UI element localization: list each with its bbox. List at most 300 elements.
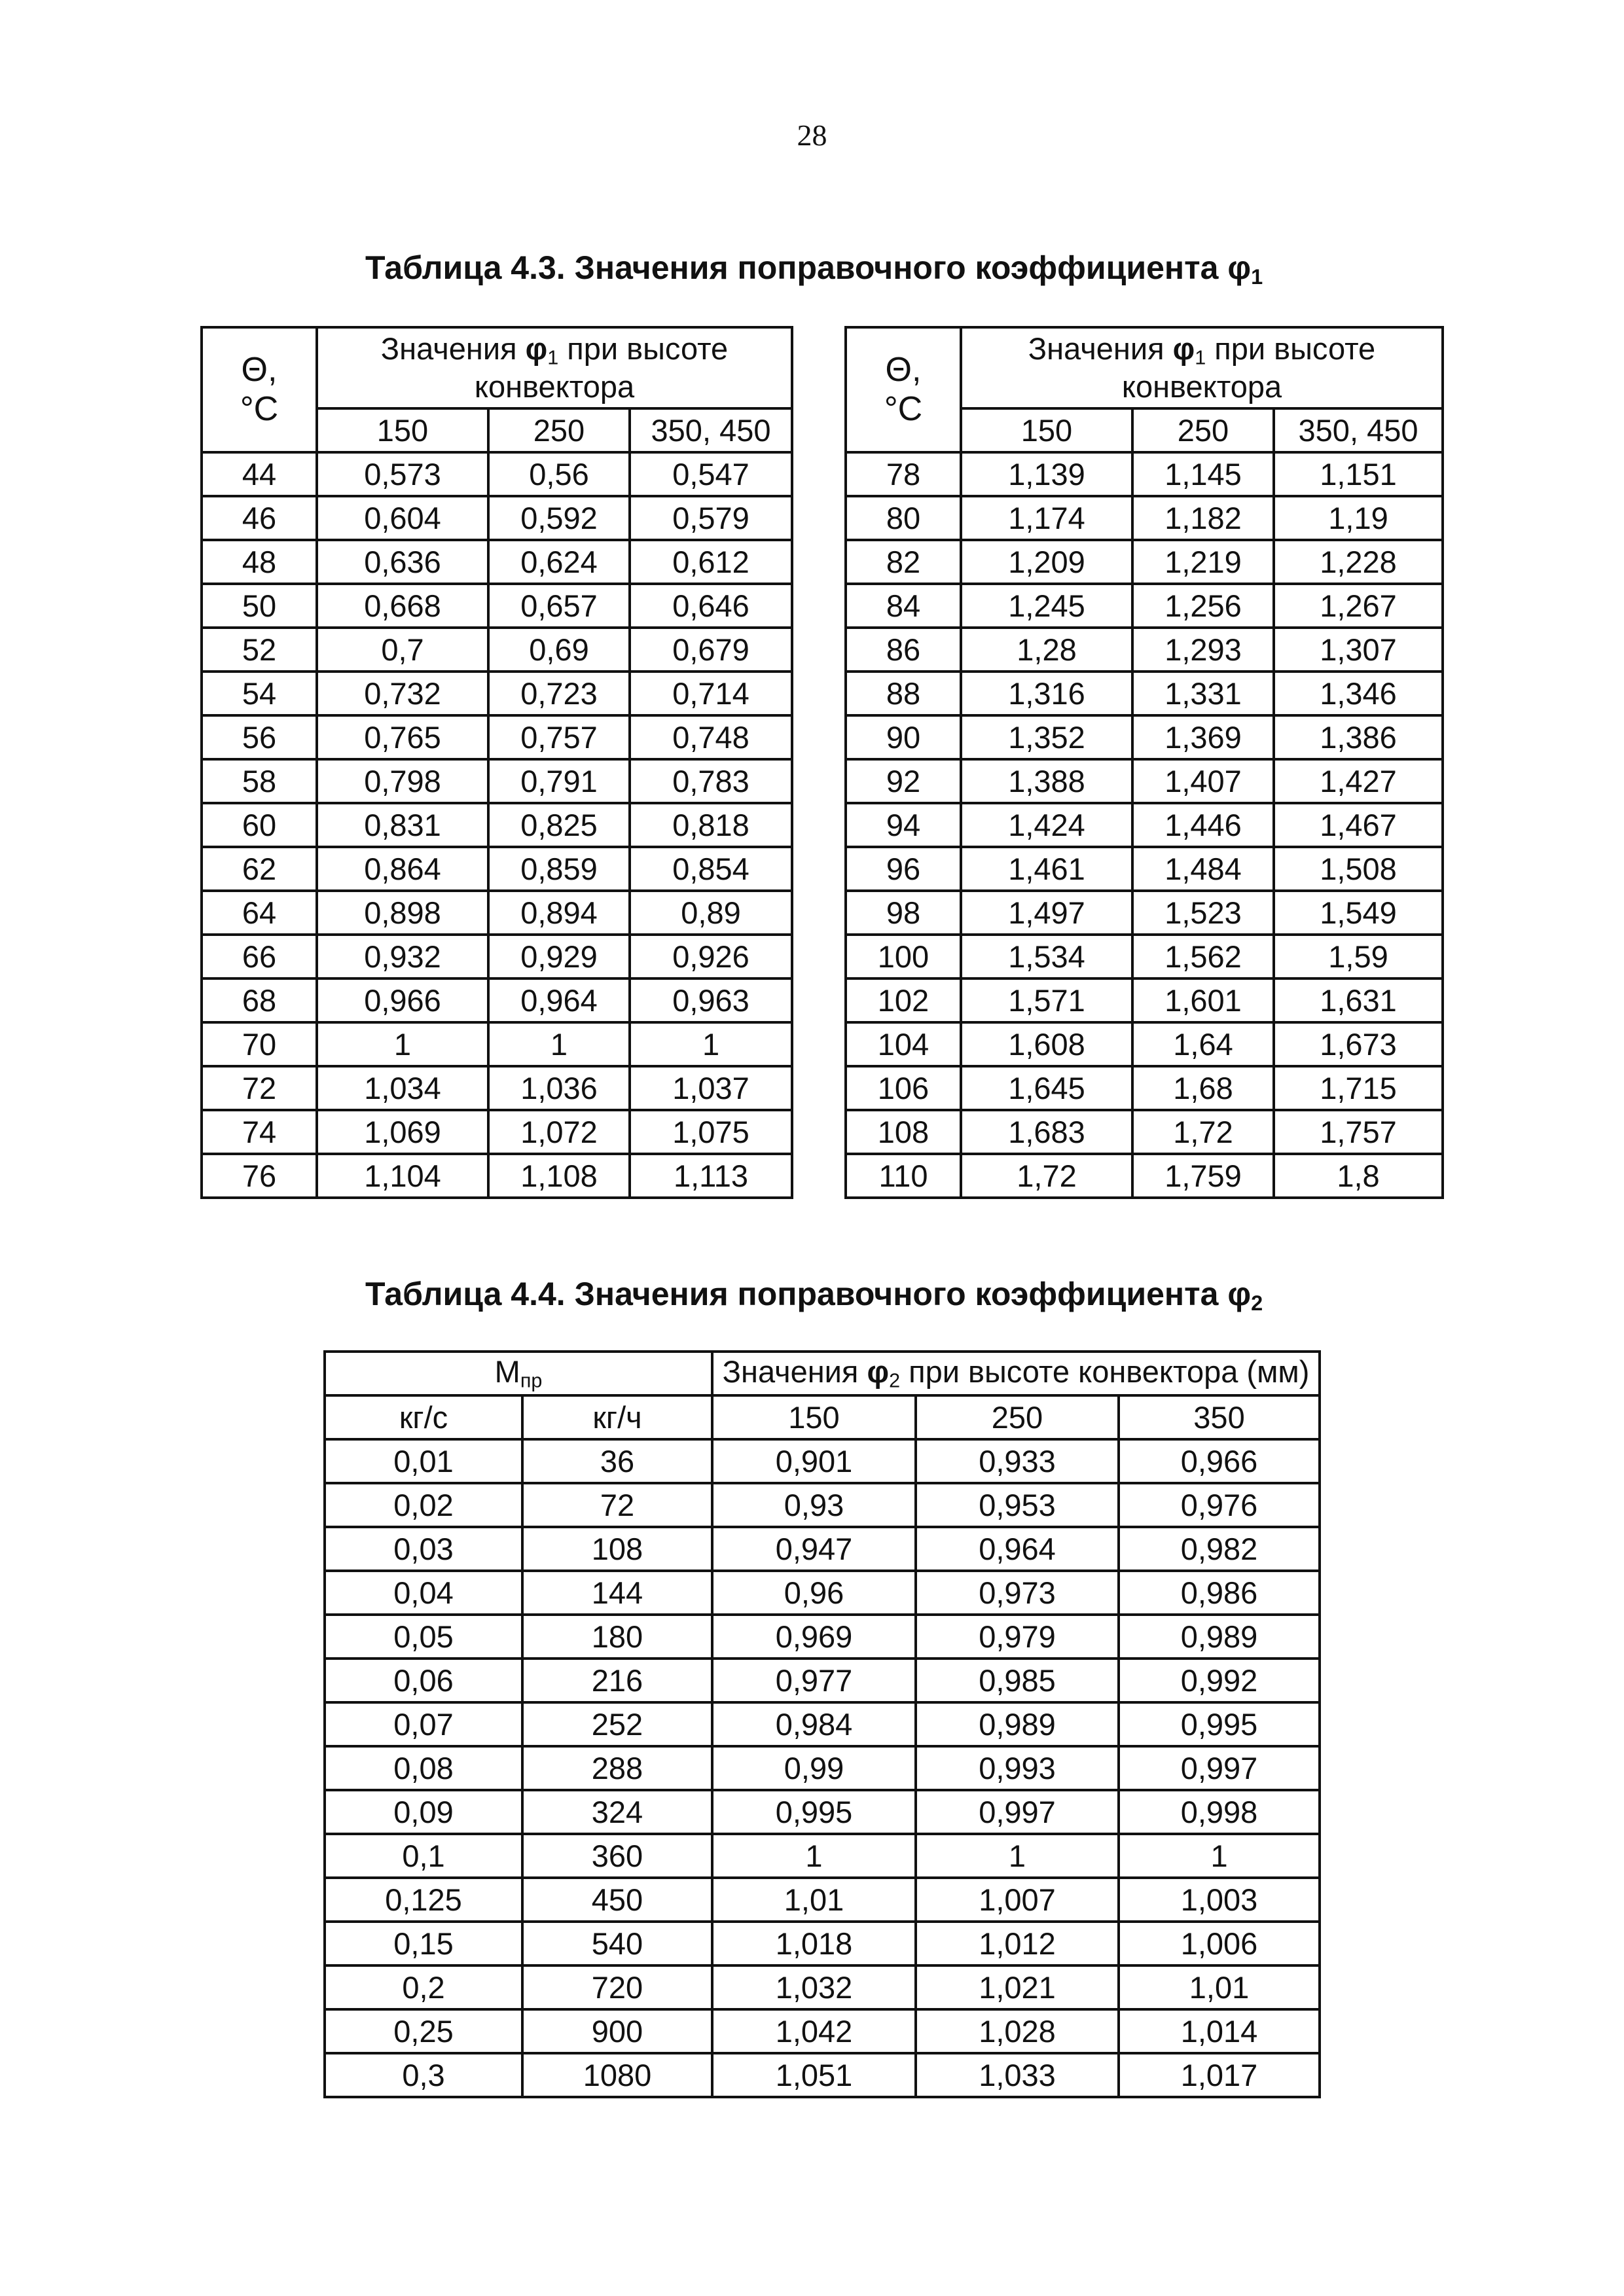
value-cell: 1,645 [961,1066,1132,1110]
table-row [325,1965,1320,2009]
value-cell: 1,407 [1132,759,1274,803]
value-cell: 1,508 [1274,847,1443,891]
table-4-3-right [844,326,1444,1199]
value-cell: 0,995 [1119,1702,1320,1746]
group-header-suffix: при высоте конвектора [474,331,729,404]
value-cell: 540 [522,1922,712,1965]
value-cell: 1,293 [1132,628,1274,672]
value-cell: 1,72 [1132,1110,1274,1154]
phi-subscript: 1 [1195,346,1206,369]
value-cell: 0,723 [488,672,630,715]
value-cell: 1,549 [1274,891,1443,935]
table-header-row [846,327,1443,408]
row-key-cell: 0,125 [325,1878,522,1922]
row-key-cell: 0,01 [325,1439,522,1483]
value-cell: 1,01 [712,1878,916,1922]
table-row [846,1066,1443,1110]
value-cell: 1080 [522,2053,712,2097]
value-cell: 1,715 [1274,1066,1443,1110]
col-header-350: 350 [1119,1395,1320,1439]
row-key-cell: 100 [846,935,961,978]
value-cell: 1,012 [916,1922,1119,1965]
value-cell: 1,673 [1274,1022,1443,1066]
table-row [202,540,792,584]
table-row [846,715,1443,759]
theta-symbol: Θ, [241,350,278,389]
table-4-4-rows [325,1439,1320,2097]
value-cell: 72 [522,1483,712,1527]
table-row [202,1110,792,1154]
value-cell: 1,145 [1132,452,1274,496]
table-4-3-right-rows [846,452,1443,1198]
value-cell: 1,006 [1119,1922,1320,1965]
row-key-cell: 0,06 [325,1659,522,1702]
table-row [325,1483,1320,1527]
value-cell: 1,64 [1132,1022,1274,1066]
value-cell: 0,646 [630,584,792,628]
row-key-cell: 92 [846,759,961,803]
value-cell: 1,369 [1132,715,1274,759]
table-row [846,496,1443,540]
table-row [202,628,792,672]
row-key-cell: 78 [846,452,961,496]
value-cell: 1,042 [712,2009,916,2053]
value-cell: 1,601 [1132,978,1274,1022]
theta-header [846,327,961,452]
value-cell: 450 [522,1878,712,1922]
value-cell: 0,859 [488,847,630,891]
table-4-3-caption-text: Таблица 4.3. Значения поправочного коэффициента [365,249,1228,286]
value-cell: 1,014 [1119,2009,1320,2053]
table-4-4-head [325,1352,1320,1439]
col-header-150: 150 [317,408,488,452]
value-cell: 0,7 [317,628,488,672]
row-key-cell: 0,1 [325,1834,522,1878]
value-cell: 0,901 [712,1439,916,1483]
table-row [202,1066,792,1110]
value-cell: 1,182 [1132,496,1274,540]
table-row [846,540,1443,584]
row-key-cell: 88 [846,672,961,715]
value-cell: 0,977 [712,1659,916,1702]
phi-symbol: φ [1227,1276,1252,1312]
value-cell: 0,636 [317,540,488,584]
table-row [846,891,1443,935]
value-cell: 0,604 [317,496,488,540]
row-key-cell: 54 [202,672,317,715]
value-cell: 900 [522,2009,712,2053]
value-cell: 1,759 [1132,1154,1274,1198]
value-cell: 1,072 [488,1110,630,1154]
value-cell: 0,932 [317,935,488,978]
table-row [846,452,1443,496]
value-cell: 1,523 [1132,891,1274,935]
value-cell: 0,573 [317,452,488,496]
row-key-cell: 80 [846,496,961,540]
table-4-3-left [200,326,793,1199]
value-cell: 0,93 [712,1483,916,1527]
table-row [202,978,792,1022]
row-key-cell: 104 [846,1022,961,1066]
value-cell: 0,933 [916,1439,1119,1483]
table-row [325,1439,1320,1483]
value-cell: 1,352 [961,715,1132,759]
row-key-cell: 0,09 [325,1790,522,1834]
value-cell: 0,668 [317,584,488,628]
value-cell: 0,831 [317,803,488,847]
row-key-cell: 74 [202,1110,317,1154]
row-key-cell: 0,03 [325,1527,522,1571]
row-key-cell: 46 [202,496,317,540]
row-key-cell: 0,08 [325,1746,522,1790]
phi-subscript: 1 [547,346,559,369]
row-key-cell: 70 [202,1022,317,1066]
row-key-cell: 0,05 [325,1615,522,1659]
table-row [202,1154,792,1198]
value-cell: 1,346 [1274,672,1443,715]
row-key-cell: 52 [202,628,317,672]
table-4-3-caption [365,249,1263,289]
table-row [325,1746,1320,1790]
row-key-cell: 76 [202,1154,317,1198]
table-row [202,715,792,759]
row-key-cell: 58 [202,759,317,803]
value-cell: 0,679 [630,628,792,672]
row-key-cell: 0,3 [325,2053,522,2097]
value-cell: 1,497 [961,891,1132,935]
value-cell: 0,757 [488,715,630,759]
col-header-150: 150 [961,408,1132,452]
table-row [846,628,1443,672]
value-cell: 0,592 [488,496,630,540]
table-4-3-left-body [202,327,792,452]
row-key-cell: 0,02 [325,1483,522,1527]
table-row [202,672,792,715]
value-cell: 0,783 [630,759,792,803]
table-4-3-right-body [846,327,1443,452]
value-cell: 0,579 [630,496,792,540]
row-key-cell: 64 [202,891,317,935]
row-key-cell: 44 [202,452,317,496]
row-key-cell: 0,25 [325,2009,522,2053]
value-cell: 1,209 [961,540,1132,584]
value-cell: 1,036 [488,1066,630,1110]
value-cell: 0,976 [1119,1483,1320,1527]
phi-symbol: φ [525,331,548,366]
row-key-cell: 72 [202,1066,317,1110]
value-cell: 0,997 [1119,1746,1320,1790]
row-key-cell: 86 [846,628,961,672]
table-row [202,452,792,496]
table-row [325,1571,1320,1615]
value-cell: 0,56 [488,452,630,496]
table-row [325,1790,1320,1834]
value-cell: 0,99 [712,1746,916,1790]
value-cell: 360 [522,1834,712,1878]
value-cell: 0,864 [317,847,488,891]
value-cell: 1,037 [630,1066,792,1110]
table-row [325,2053,1320,2097]
value-cell: 0,894 [488,891,630,935]
row-key-cell: 94 [846,803,961,847]
value-cell: 1,8 [1274,1154,1443,1198]
value-cell: 1,307 [1274,628,1443,672]
group-header-prefix: Значения [722,1354,867,1389]
col-header-350-450: 350, 450 [630,408,792,452]
row-key-cell: 68 [202,978,317,1022]
table-4-4 [323,1350,1321,2098]
table-row [846,584,1443,628]
value-cell: 0,963 [630,978,792,1022]
phi2-group-header [712,1352,1320,1395]
value-cell: 0,992 [1119,1659,1320,1702]
value-cell: 0,69 [488,628,630,672]
value-cell: 288 [522,1746,712,1790]
table-row [846,803,1443,847]
theta-header [202,327,317,452]
value-cell: 0,825 [488,803,630,847]
table-row [846,672,1443,715]
table-row [202,847,792,891]
mass-symbol: M [494,1354,520,1389]
value-cell: 1,007 [916,1878,1119,1922]
value-cell: 0,969 [712,1615,916,1659]
value-cell: 1,19 [1274,496,1443,540]
value-cell: 1,757 [1274,1110,1443,1154]
value-cell: 180 [522,1615,712,1659]
table-row [846,759,1443,803]
table-row [325,1878,1320,1922]
row-key-cell: 0,2 [325,1965,522,2009]
row-key-cell: 0,07 [325,1702,522,1746]
group-header-suffix: при высоте конвектора [1121,331,1376,404]
table-row [202,584,792,628]
table-row [202,891,792,935]
phi-symbol: φ [867,1354,890,1389]
value-cell: 1,424 [961,803,1132,847]
row-key-cell: 84 [846,584,961,628]
value-cell: 0,624 [488,540,630,584]
value-cell: 0,547 [630,452,792,496]
row-key-cell: 0,15 [325,1922,522,1965]
value-cell: 1,104 [317,1154,488,1198]
value-cell: 0,982 [1119,1527,1320,1571]
page-number: 28 [797,118,827,152]
value-cell: 0,995 [712,1790,916,1834]
value-cell: 0,966 [1119,1439,1320,1483]
row-key-cell: 106 [846,1066,961,1110]
value-cell: 1,467 [1274,803,1443,847]
group-header-suffix: при высоте конвектора (мм) [900,1354,1310,1389]
row-key-cell: 98 [846,891,961,935]
row-key-cell: 56 [202,715,317,759]
value-cell: 1,174 [961,496,1132,540]
value-cell: 0,986 [1119,1571,1320,1615]
value-cell: 1,484 [1132,847,1274,891]
phi1-group-header [961,327,1443,408]
value-cell: 1,571 [961,978,1132,1022]
value-cell: 1,069 [317,1110,488,1154]
row-key-cell: 62 [202,847,317,891]
celsius-unit: °C [884,389,923,428]
mass-subscript: пр [520,1369,543,1392]
table-row [202,759,792,803]
value-cell: 1,051 [712,2053,916,2097]
col-header-kg-s: кг/с [325,1395,522,1439]
value-cell: 0,732 [317,672,488,715]
value-cell: 1,386 [1274,715,1443,759]
value-cell: 1,245 [961,584,1132,628]
row-key-cell: 90 [846,715,961,759]
value-cell: 1 [1119,1834,1320,1878]
value-cell: 1 [712,1834,916,1878]
row-key-cell: 96 [846,847,961,891]
mass-flow-header [325,1352,712,1395]
table-row [325,1702,1320,1746]
value-cell: 0,964 [488,978,630,1022]
table-row [846,1022,1443,1066]
col-header-kg-h: кг/ч [522,1395,712,1439]
phi-symbol: φ [1227,249,1252,286]
table-row [846,847,1443,891]
table-header-row [325,1352,1320,1395]
row-key-cell: 66 [202,935,317,978]
table-row [325,1659,1320,1702]
value-cell: 0,953 [916,1483,1119,1527]
value-cell: 0,791 [488,759,630,803]
row-key-cell: 108 [846,1110,961,1154]
value-cell: 0,798 [317,759,488,803]
value-cell: 144 [522,1571,712,1615]
table-header-row [202,327,792,408]
value-cell: 1,534 [961,935,1132,978]
value-cell: 0,748 [630,715,792,759]
value-cell: 0,612 [630,540,792,584]
table-row [325,1527,1320,1571]
value-cell: 0,985 [916,1659,1119,1702]
value-cell: 36 [522,1439,712,1483]
value-cell: 0,854 [630,847,792,891]
value-cell: 1,139 [961,452,1132,496]
table-row [325,1834,1320,1878]
celsius-unit: °C [240,389,279,428]
value-cell: 0,929 [488,935,630,978]
value-cell: 1,256 [1132,584,1274,628]
value-cell: 324 [522,1790,712,1834]
value-cell: 1,028 [916,2009,1119,2053]
row-key-cell: 48 [202,540,317,584]
table-4-4-caption [365,1275,1263,1316]
value-cell: 0,96 [712,1571,916,1615]
value-cell: 1,034 [317,1066,488,1110]
value-cell: 1,631 [1274,978,1443,1022]
value-cell: 0,818 [630,803,792,847]
value-cell: 1,59 [1274,935,1443,978]
value-cell: 1,151 [1274,452,1443,496]
phi-subscript: 2 [889,1369,901,1392]
col-header-150: 150 [712,1395,916,1439]
col-header-250: 250 [488,408,630,452]
value-cell: 0,998 [1119,1790,1320,1834]
value-cell: 0,898 [317,891,488,935]
value-cell: 1,228 [1274,540,1443,584]
value-cell: 1,388 [961,759,1132,803]
phi-subscript: 1 [1251,265,1263,289]
value-cell: 0,989 [1119,1615,1320,1659]
value-cell: 1 [488,1022,630,1066]
col-header-250: 250 [1132,408,1274,452]
value-cell: 1,68 [1132,1066,1274,1110]
row-key-cell: 60 [202,803,317,847]
value-cell: 0,657 [488,584,630,628]
row-key-cell: 0,04 [325,1571,522,1615]
value-cell: 1,003 [1119,1878,1320,1922]
table-row [325,2009,1320,2053]
table-row [846,1110,1443,1154]
value-cell: 1,446 [1132,803,1274,847]
value-cell: 1,219 [1132,540,1274,584]
phi-symbol: φ [1172,331,1195,366]
value-cell: 1 [317,1022,488,1066]
value-cell: 1,72 [961,1154,1132,1198]
col-header-350-450: 350, 450 [1274,408,1443,452]
value-cell: 1,033 [916,2053,1119,2097]
table-row [846,935,1443,978]
value-cell: 1,267 [1274,584,1443,628]
value-cell: 0,997 [916,1790,1119,1834]
value-cell: 0,947 [712,1527,916,1571]
value-cell: 0,926 [630,935,792,978]
table-row [202,1022,792,1066]
table-row [202,803,792,847]
value-cell: 0,714 [630,672,792,715]
value-cell: 1,331 [1132,672,1274,715]
table-4-3-left-rows [202,452,792,1198]
value-cell: 1,113 [630,1154,792,1198]
group-header-prefix: Значения [380,331,526,366]
row-key-cell: 82 [846,540,961,584]
value-cell: 1 [916,1834,1119,1878]
table-row [846,978,1443,1022]
col-header-250: 250 [916,1395,1119,1439]
row-key-cell: 102 [846,978,961,1022]
phi-subscript: 2 [1251,1291,1263,1316]
value-cell: 0,984 [712,1702,916,1746]
value-cell: 252 [522,1702,712,1746]
value-cell: 1 [630,1022,792,1066]
value-cell: 0,973 [916,1571,1119,1615]
value-cell: 0,966 [317,978,488,1022]
value-cell: 0,993 [916,1746,1119,1790]
value-cell: 0,89 [630,891,792,935]
value-cell: 0,979 [916,1615,1119,1659]
value-cell: 1,683 [961,1110,1132,1154]
row-key-cell: 50 [202,584,317,628]
group-header-prefix: Значения [1028,331,1173,366]
value-cell: 0,765 [317,715,488,759]
table-row [846,1154,1443,1198]
value-cell: 1,021 [916,1965,1119,2009]
column-header-row [325,1395,1320,1439]
value-cell: 0,964 [916,1527,1119,1571]
value-cell: 1,461 [961,847,1132,891]
value-cell: 1,018 [712,1922,916,1965]
value-cell: 0,989 [916,1702,1119,1746]
table-row [202,935,792,978]
value-cell: 1,01 [1119,1965,1320,2009]
value-cell: 1,28 [961,628,1132,672]
table-4-4-caption-text: Таблица 4.4. Значения поправочного коэффициента [365,1276,1228,1312]
